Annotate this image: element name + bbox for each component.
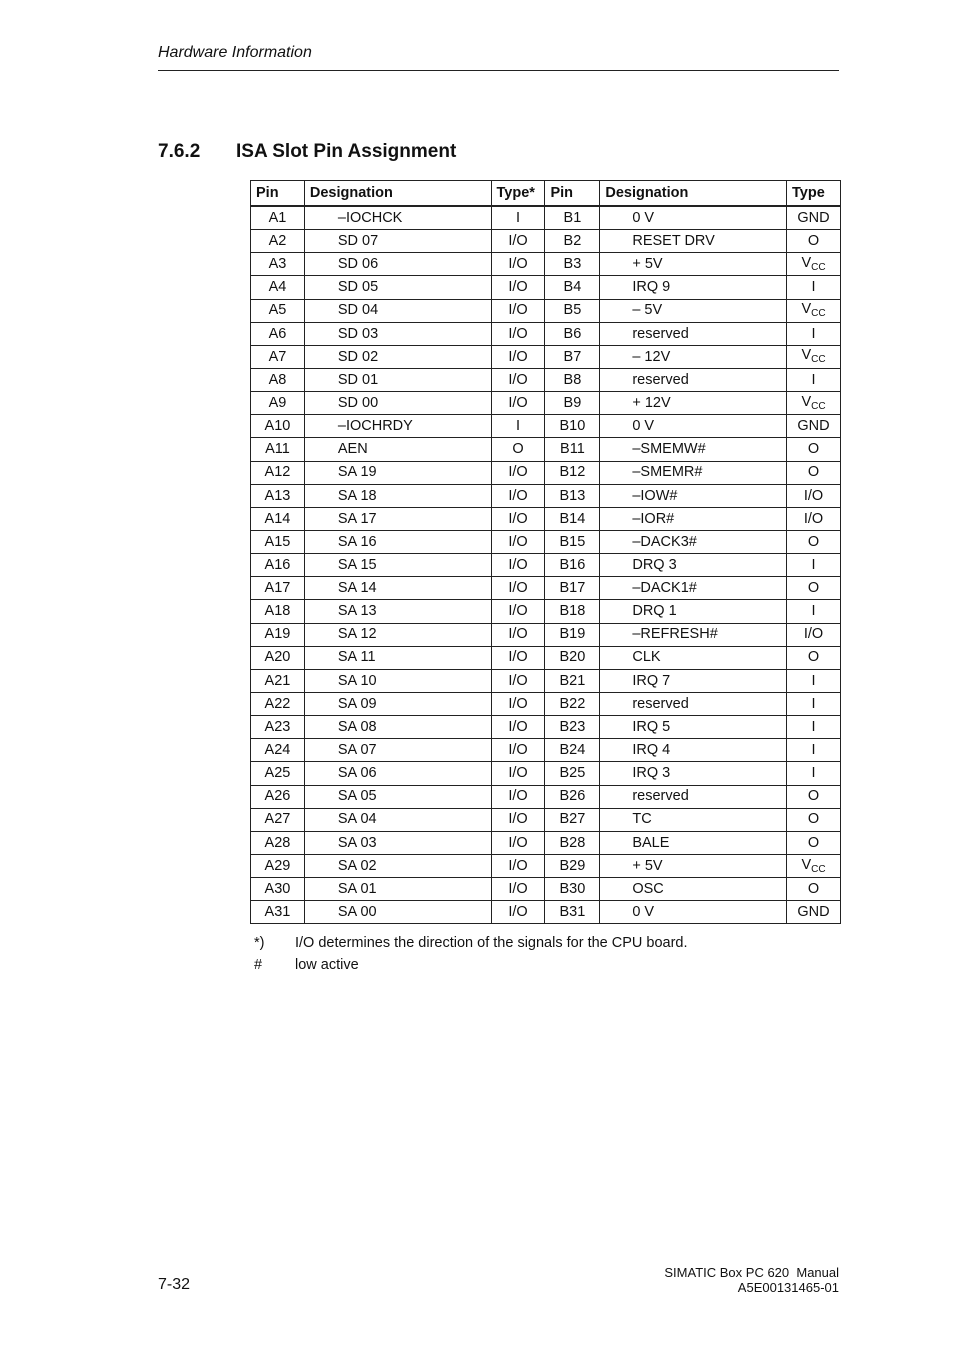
cell-pin-a: A12 xyxy=(251,461,305,484)
cell-type-a: I/O xyxy=(491,854,545,877)
cell-type-a: I/O xyxy=(491,623,545,646)
cell-designation-b: – 5V xyxy=(600,299,787,322)
table-body xyxy=(251,206,841,924)
section-heading xyxy=(158,141,456,163)
header-rule xyxy=(158,70,839,71)
cell-designation-b: + 5V xyxy=(600,854,787,877)
cell-pin-b: B22 xyxy=(545,692,600,715)
cell-pin-a: A9 xyxy=(251,392,305,415)
cell-type-a: I/O xyxy=(491,345,545,368)
cell-pin-a: A26 xyxy=(251,785,305,808)
cell-type-b: $V_{CC}$ xyxy=(787,345,841,368)
cell-pin-a: A5 xyxy=(251,299,305,322)
cell-designation-a: SA 09 xyxy=(304,692,491,715)
column-header-pin-a: Pin xyxy=(251,181,305,207)
column-header-designation-b: Designation xyxy=(600,181,787,207)
manual-title: SIMATIC Box PC 620 Manual xyxy=(664,1265,839,1280)
cell-pin-a: A2 xyxy=(251,230,305,253)
cell-type-b: O xyxy=(787,808,841,831)
cell-designation-b: BALE xyxy=(600,831,787,854)
cell-designation-a: SA 01 xyxy=(304,878,491,901)
cell-designation-a: SA 04 xyxy=(304,808,491,831)
cell-pin-a: A25 xyxy=(251,762,305,785)
cell-type-b: I/O xyxy=(787,507,841,530)
cell-designation-b: –SMEMW# xyxy=(600,438,787,461)
cell-type-a: I/O xyxy=(491,785,545,808)
cell-pin-b: B28 xyxy=(545,831,600,854)
cell-type-b: I/O xyxy=(787,484,841,507)
cell-type-a: I/O xyxy=(491,253,545,276)
cell-type-a: I/O xyxy=(491,808,545,831)
footnote-text: I/O determines the direction of the signals for the CPU board. xyxy=(295,935,688,951)
cell-designation-a: SD 00 xyxy=(304,392,491,415)
cell-designation-b: –DACK1# xyxy=(600,577,787,600)
cell-pin-b: B10 xyxy=(545,415,600,438)
cell-designation-a: SA 17 xyxy=(304,507,491,530)
cell-pin-a: A22 xyxy=(251,692,305,715)
cell-pin-b: B25 xyxy=(545,762,600,785)
table-row xyxy=(251,623,841,646)
table-row xyxy=(251,716,841,739)
cell-pin-b: B9 xyxy=(545,392,600,415)
cell-type-b: O xyxy=(787,461,841,484)
cell-designation-a: SA 00 xyxy=(304,901,491,924)
cell-designation-a: SD 05 xyxy=(304,276,491,299)
cell-type-a: I/O xyxy=(491,901,545,924)
cell-pin-a: A21 xyxy=(251,669,305,692)
cell-type-b: I xyxy=(787,554,841,577)
cell-type-b: O xyxy=(787,831,841,854)
cell-pin-a: A29 xyxy=(251,854,305,877)
table-row xyxy=(251,461,841,484)
cell-type-b: GND xyxy=(787,415,841,438)
footnote-hash xyxy=(254,956,688,978)
cell-pin-a: A31 xyxy=(251,901,305,924)
cell-type-a: I/O xyxy=(491,646,545,669)
table-row xyxy=(251,276,841,299)
cell-pin-a: A3 xyxy=(251,253,305,276)
cell-type-b: $V_{CC}$ xyxy=(787,299,841,322)
cell-type-a: I/O xyxy=(491,716,545,739)
cell-designation-a: SD 02 xyxy=(304,345,491,368)
cell-designation-a: SA 19 xyxy=(304,461,491,484)
cell-pin-b: B30 xyxy=(545,878,600,901)
cell-pin-a: A8 xyxy=(251,368,305,391)
table-row xyxy=(251,692,841,715)
cell-pin-b: B29 xyxy=(545,854,600,877)
cell-designation-a: SD 03 xyxy=(304,322,491,345)
cell-pin-b: B2 xyxy=(545,230,600,253)
cell-type-b: O xyxy=(787,785,841,808)
cell-designation-b: reserved xyxy=(600,785,787,808)
footnote-text: low active xyxy=(295,957,359,973)
table-row xyxy=(251,554,841,577)
cell-pin-a: A14 xyxy=(251,507,305,530)
table-row xyxy=(251,762,841,785)
cell-pin-b: B3 xyxy=(545,253,600,276)
cell-designation-b: TC xyxy=(600,808,787,831)
cell-type-b: O xyxy=(787,646,841,669)
table-row xyxy=(251,299,841,322)
cell-pin-a: A1 xyxy=(251,206,305,230)
table-row xyxy=(251,415,841,438)
cell-pin-b: B24 xyxy=(545,739,600,762)
cell-pin-a: A18 xyxy=(251,600,305,623)
table-row xyxy=(251,253,841,276)
cell-designation-b: IRQ 9 xyxy=(600,276,787,299)
cell-designation-a: SA 15 xyxy=(304,554,491,577)
cell-designation-b: DRQ 3 xyxy=(600,554,787,577)
cell-pin-b: B6 xyxy=(545,322,600,345)
cell-type-b: GND xyxy=(787,206,841,230)
footnote-mark: *) xyxy=(254,935,265,951)
table-row xyxy=(251,507,841,530)
cell-designation-a: SA 13 xyxy=(304,600,491,623)
cell-type-a: I/O xyxy=(491,392,545,415)
cell-designation-a: SA 18 xyxy=(304,484,491,507)
cell-type-b: I xyxy=(787,692,841,715)
cell-pin-a: A6 xyxy=(251,322,305,345)
table-row xyxy=(251,669,841,692)
cell-pin-b: B1 xyxy=(545,206,600,230)
cell-pin-b: B21 xyxy=(545,669,600,692)
cell-type-a: I/O xyxy=(491,577,545,600)
cell-type-a: I/O xyxy=(491,762,545,785)
column-header-designation-a: Designation xyxy=(304,181,491,207)
cell-designation-b: – 12V xyxy=(600,345,787,368)
table-row xyxy=(251,484,841,507)
cell-designation-a: SA 07 xyxy=(304,739,491,762)
cell-type-a: I/O xyxy=(491,230,545,253)
table-row xyxy=(251,230,841,253)
cell-designation-a: SA 03 xyxy=(304,831,491,854)
cell-designation-a: SD 06 xyxy=(304,253,491,276)
cell-pin-b: B5 xyxy=(545,299,600,322)
table-row xyxy=(251,878,841,901)
cell-type-b: I xyxy=(787,716,841,739)
cell-pin-a: A11 xyxy=(251,438,305,461)
column-header-type-a: Type* xyxy=(491,181,545,207)
cell-type-a: I/O xyxy=(491,669,545,692)
cell-type-b: I xyxy=(787,762,841,785)
cell-pin-a: A24 xyxy=(251,739,305,762)
cell-designation-a: SA 14 xyxy=(304,577,491,600)
cell-pin-a: A23 xyxy=(251,716,305,739)
table-row xyxy=(251,831,841,854)
document-id: A5E00131465-01 xyxy=(737,1280,839,1295)
cell-type-a: I/O xyxy=(491,461,545,484)
table-row xyxy=(251,577,841,600)
table-notes xyxy=(254,934,688,978)
table-row xyxy=(251,901,841,924)
cell-designation-b: reserved xyxy=(600,322,787,345)
cell-type-b: I xyxy=(787,600,841,623)
cell-pin-a: A16 xyxy=(251,554,305,577)
table-row xyxy=(251,345,841,368)
cell-type-b: I xyxy=(787,368,841,391)
cell-designation-b: IRQ 4 xyxy=(600,739,787,762)
page-number: 7-32 xyxy=(158,1276,191,1293)
cell-pin-a: A13 xyxy=(251,484,305,507)
cell-designation-b: IRQ 5 xyxy=(600,716,787,739)
table-row xyxy=(251,530,841,553)
cell-type-b: $V_{CC}$ xyxy=(787,854,841,877)
section-number: 7.6.2 xyxy=(158,141,201,162)
cell-pin-a: A7 xyxy=(251,345,305,368)
cell-type-b: I xyxy=(787,669,841,692)
cell-type-a: I/O xyxy=(491,600,545,623)
cell-pin-b: B14 xyxy=(545,507,600,530)
footnote-type xyxy=(254,934,688,956)
cell-pin-a: A27 xyxy=(251,808,305,831)
cell-type-a: I/O xyxy=(491,530,545,553)
cell-type-a: I xyxy=(491,206,545,230)
cell-designation-b: IRQ 7 xyxy=(600,669,787,692)
cell-pin-a: A10 xyxy=(251,415,305,438)
cell-pin-b: B11 xyxy=(545,438,600,461)
cell-pin-b: B12 xyxy=(545,461,600,484)
cell-designation-b: 0 V xyxy=(600,206,787,230)
cell-designation-a: SD 01 xyxy=(304,368,491,391)
running-head: Hardware Information xyxy=(158,44,312,61)
cell-type-a: I/O xyxy=(491,276,545,299)
cell-designation-a: SD 04 xyxy=(304,299,491,322)
cell-designation-a: SD 07 xyxy=(304,230,491,253)
table-row xyxy=(251,785,841,808)
cell-pin-b: B19 xyxy=(545,623,600,646)
table-row xyxy=(251,646,841,669)
table-row xyxy=(251,438,841,461)
table-row xyxy=(251,600,841,623)
cell-designation-b: reserved xyxy=(600,692,787,715)
cell-pin-a: A19 xyxy=(251,623,305,646)
cell-type-a: I/O xyxy=(491,299,545,322)
cell-pin-b: B16 xyxy=(545,554,600,577)
cell-pin-b: B8 xyxy=(545,368,600,391)
cell-type-b: I xyxy=(787,276,841,299)
cell-designation-a: SA 10 xyxy=(304,669,491,692)
cell-designation-b: –REFRESH# xyxy=(600,623,787,646)
cell-type-a: I/O xyxy=(491,507,545,530)
column-header-type-b: Type xyxy=(787,181,841,207)
cell-pin-b: B20 xyxy=(545,646,600,669)
cell-type-b: I xyxy=(787,739,841,762)
cell-designation-a: SA 02 xyxy=(304,854,491,877)
cell-designation-b: –IOW# xyxy=(600,484,787,507)
footer-manual-info xyxy=(664,1265,839,1295)
cell-type-a: I xyxy=(491,415,545,438)
column-header-pin-b: Pin xyxy=(545,181,600,207)
cell-pin-a: A4 xyxy=(251,276,305,299)
cell-designation-a: –IOCHCK xyxy=(304,206,491,230)
cell-pin-a: A28 xyxy=(251,831,305,854)
cell-designation-b: RESET DRV xyxy=(600,230,787,253)
cell-type-b: O xyxy=(787,577,841,600)
cell-pin-b: B26 xyxy=(545,785,600,808)
cell-pin-b: B13 xyxy=(545,484,600,507)
cell-designation-b: –IOR# xyxy=(600,507,787,530)
cell-designation-a: SA 06 xyxy=(304,762,491,785)
cell-type-a: I/O xyxy=(491,878,545,901)
cell-designation-b: 0 V xyxy=(600,415,787,438)
cell-type-a: O xyxy=(491,438,545,461)
cell-type-a: I/O xyxy=(491,739,545,762)
cell-designation-b: –DACK3# xyxy=(600,530,787,553)
cell-type-a: I/O xyxy=(491,368,545,391)
footnote-mark: # xyxy=(254,957,263,973)
cell-pin-b: B27 xyxy=(545,808,600,831)
table-row xyxy=(251,808,841,831)
cell-type-b: GND xyxy=(787,901,841,924)
cell-type-b: O xyxy=(787,878,841,901)
cell-type-a: I/O xyxy=(491,831,545,854)
cell-type-b: $V_{CC}$ xyxy=(787,392,841,415)
cell-designation-b: 0 V xyxy=(600,901,787,924)
cell-designation-b: reserved xyxy=(600,368,787,391)
cell-type-b: I/O xyxy=(787,623,841,646)
cell-pin-b: B17 xyxy=(545,577,600,600)
cell-designation-b: + 5V xyxy=(600,253,787,276)
cell-pin-b: B15 xyxy=(545,530,600,553)
cell-type-b: O xyxy=(787,438,841,461)
cell-designation-b: IRQ 3 xyxy=(600,762,787,785)
cell-designation-a: SA 11 xyxy=(304,646,491,669)
cell-pin-a: A30 xyxy=(251,878,305,901)
cell-type-b: O xyxy=(787,230,841,253)
cell-pin-b: B4 xyxy=(545,276,600,299)
table-header-row xyxy=(251,181,841,207)
table-row xyxy=(251,322,841,345)
cell-type-b: I xyxy=(787,322,841,345)
cell-pin-b: B18 xyxy=(545,600,600,623)
cell-pin-a: A17 xyxy=(251,577,305,600)
table-row xyxy=(251,368,841,391)
table-row xyxy=(251,392,841,415)
cell-type-a: I/O xyxy=(491,692,545,715)
cell-pin-b: B7 xyxy=(545,345,600,368)
cell-designation-a: AEN xyxy=(304,438,491,461)
cell-designation-b: DRQ 1 xyxy=(600,600,787,623)
cell-designation-b: OSC xyxy=(600,878,787,901)
cell-designation-b: CLK xyxy=(600,646,787,669)
cell-designation-a: SA 08 xyxy=(304,716,491,739)
cell-pin-a: A20 xyxy=(251,646,305,669)
table-row xyxy=(251,854,841,877)
table-row xyxy=(251,206,841,230)
section-title: ISA Slot Pin Assignment xyxy=(236,141,457,162)
cell-designation-a: SA 05 xyxy=(304,785,491,808)
cell-designation-b: + 12V xyxy=(600,392,787,415)
cell-type-a: I/O xyxy=(491,484,545,507)
cell-type-a: I/O xyxy=(491,554,545,577)
cell-type-b: $V_{CC}$ xyxy=(787,253,841,276)
pin-assignment-table xyxy=(250,180,841,924)
table-row xyxy=(251,739,841,762)
cell-designation-b: –SMEMR# xyxy=(600,461,787,484)
cell-type-b: O xyxy=(787,530,841,553)
cell-pin-a: A15 xyxy=(251,530,305,553)
cell-pin-b: B31 xyxy=(545,901,600,924)
cell-designation-a: SA 12 xyxy=(304,623,491,646)
cell-designation-a: SA 16 xyxy=(304,530,491,553)
cell-type-a: I/O xyxy=(491,322,545,345)
cell-designation-a: –IOCHRDY xyxy=(304,415,491,438)
cell-pin-b: B23 xyxy=(545,716,600,739)
